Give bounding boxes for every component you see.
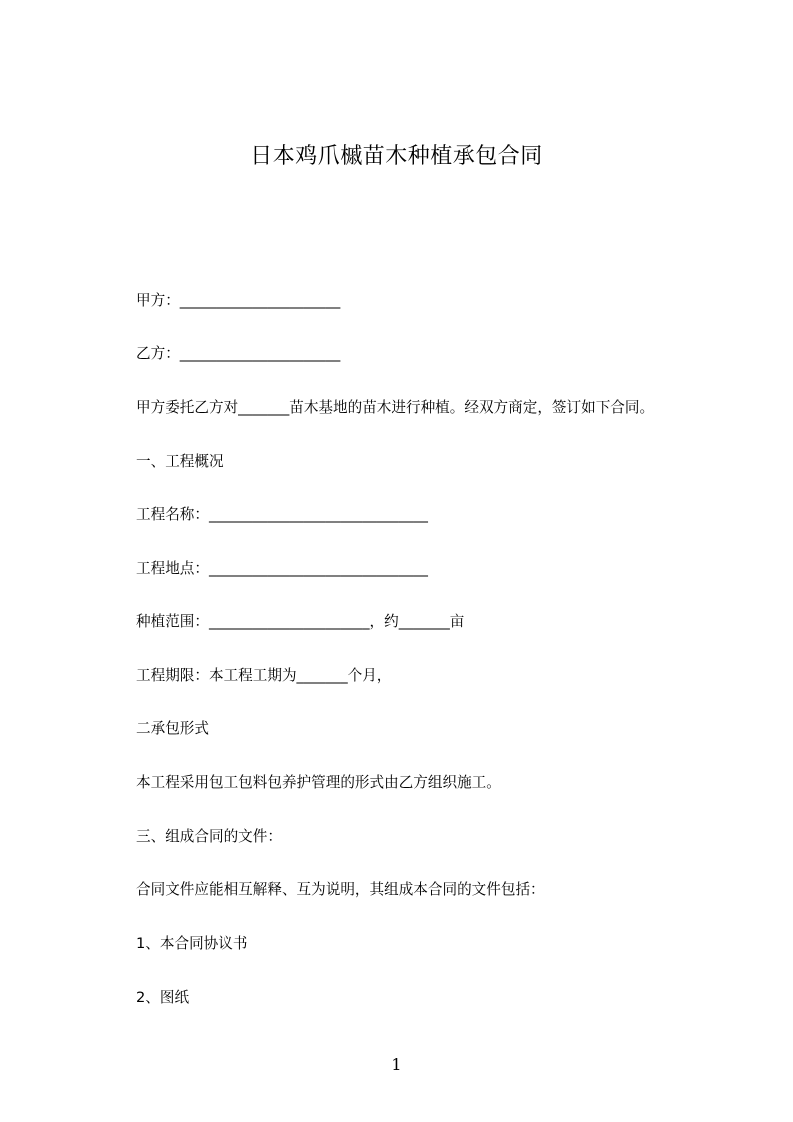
section-heading-project-overview: 一、工程概况	[136, 453, 224, 470]
section-heading-contract-documents: 三、组成合同的文件：	[136, 828, 282, 845]
planting-scope-line: 种植范围：______________________，约_______亩	[136, 613, 465, 630]
page-number: 1	[391, 1055, 402, 1074]
party-b-line: 乙方：______________________	[136, 345, 341, 362]
contract-form-text: 本工程采用包工包料包养护管理的形式由乙方组织施工。	[136, 774, 501, 791]
document-title: 日本鸡爪槭苗木种植承包合同	[250, 144, 543, 169]
party-a-line: 甲方：______________________	[136, 292, 341, 309]
agreement-intro: 甲方委托乙方对_______苗木基地的苗木进行种植。经双方商定，签订如下合同。	[136, 399, 655, 416]
section-heading-contract-form: 二承包形式	[136, 720, 209, 737]
project-duration-line: 工程期限：本工程工期为_______个月，	[136, 667, 392, 684]
contract-documents-text: 合同文件应能相互解释、互为说明，其组成本合同的文件包括：	[136, 881, 545, 898]
project-location-line: 工程地点：______________________________	[136, 560, 428, 577]
document-list-item-1: 1、本合同协议书	[136, 935, 248, 952]
document-list-item-2: 2、图纸	[136, 989, 190, 1006]
project-name-line: 工程名称：______________________________	[136, 506, 428, 523]
